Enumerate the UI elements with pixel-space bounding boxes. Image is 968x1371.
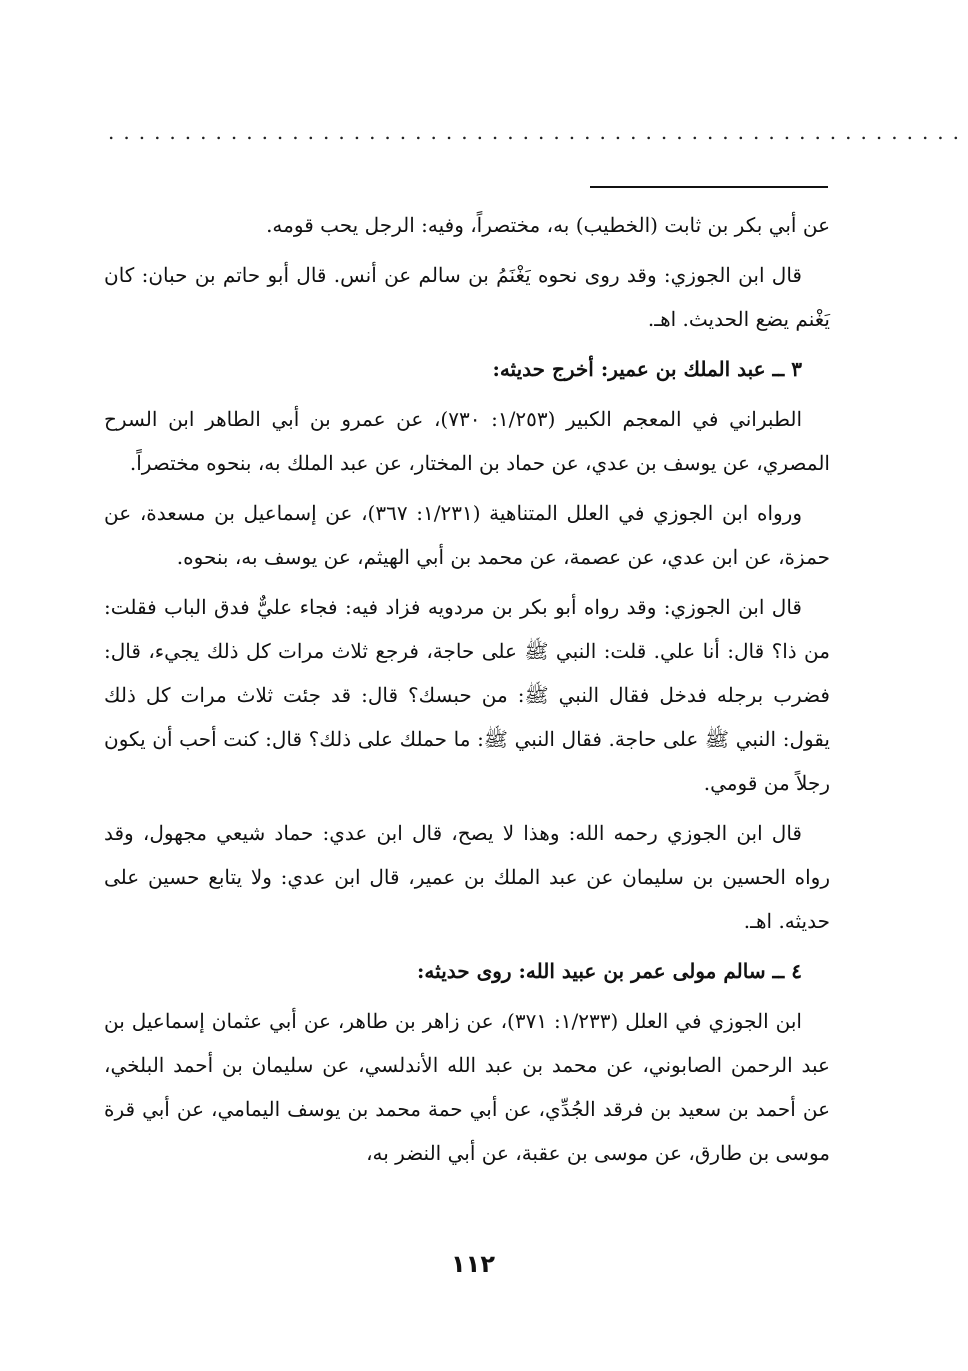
paragraph: عن أبي بكر بن ثابت (الخطيب) به، مختصراً، وفيه: الرجل يحب قومه. xyxy=(266,213,830,237)
paragraph: قال ابن الجوزي رحمه الله: وهذا لا يصح، قال ابن عدي: حماد شيعي مجهول، وقد رواه الحسين بن سليمان عن عبد الملك بن عمير، قال ابن عدي: ولا يتابع حسين على حديثه. اهـ. xyxy=(104,821,830,933)
section-heading: ٣ ــ عبد الملك بن عمير: أخرج حديثه: xyxy=(492,357,802,381)
page-number: ١١٢ xyxy=(451,1250,495,1278)
paragraph: ابن الجوزي في العلل (١/٢٣٣: ٣٧١)، عن زاهر بن طاهر، عن أبي عثمان إسماعيل بن عبد الرحمن الصابوني، عن محمد بن عبد الله الأندلسي، عن سليمان بن أحمد البلخي، عن أحمد بن سعيد بن فرقد الجُدِّي، عن أبي حمة محمد بن يوسف اليمامي، عن أبي قرة موسى بن طارق، عن موسى بن عقبة، عن أبي النضر به، xyxy=(104,1009,830,1165)
paragraph: قال ابن الجوزي: وقد رواه أبو بكر بن مردويه فزاد فيه: فجاء عليٌّ فدق الباب فقلت: من ذا؟ قال: أنا علي. قلت: النبي ﷺ على حاجة، فرجع ثلاث مرات كل ذلك يجيء، قال: فضرب برجله فدخل فقال النبي ﷺ: من حبسك؟ قال: قد جئت ثلاث مرات كل ذلك يقول: النبي ﷺ على حاجة. فقال النبي ﷺ: ما حملك على ذلك؟ قال: كنت أحب أن يكون رجلاً من قومي. xyxy=(104,595,830,795)
paragraph: قال ابن الجوزي: وقد روى نحوه يَغْنَمُ بن سالم عن أنس. قال أبو حاتم بن حبان: كان يَغْنم يضع الحديث. اهـ. xyxy=(104,263,830,331)
footnote-separator-dots: ........................................................ xyxy=(108,120,968,144)
paragraph: ورواه ابن الجوزي في العلل المتناهية (١/٢٣١: ٣٦٧)، عن إسماعيل بن مسعدة، عن حمزة، عن ابن عدي، عن عصمة، عن محمد بن أبي الهيثم، عن يوسف به، بنحوه. xyxy=(104,501,830,569)
page-body xyxy=(104,203,830,1181)
section-heading: ٤ ــ سالم مولى عمر بن عبيد الله: روى حديثه: xyxy=(417,959,802,983)
paragraph: الطبراني في المعجم الكبير (١/٢٥٣: ٧٣٠)، عن عمرو بن أبي الطاهر ابن السرح المصري، عن يوسف بن عدي، عن حماد بن المختار، عن عبد الملك به، بنحوه مختصراً. xyxy=(104,407,830,475)
footnote-rule xyxy=(590,186,828,188)
